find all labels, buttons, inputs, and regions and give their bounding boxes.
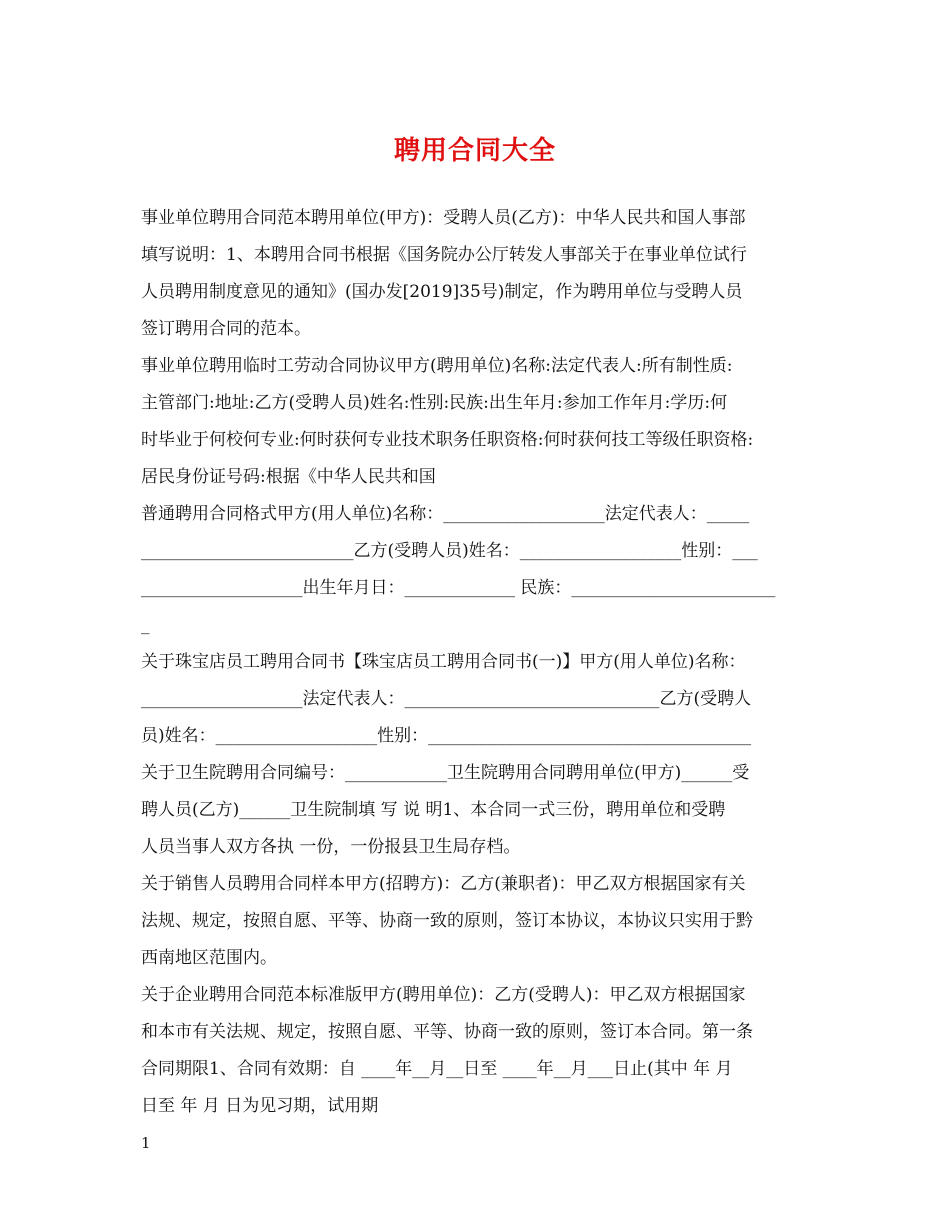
body-line: 主管部门:地址:乙方(受聘人员)姓名:性别:民族:出生年月:参加工作年月:学历:何 xyxy=(141,393,728,413)
body-line: 关于销售人员聘用合同样本甲方(招聘方)：乙方(兼职者)：甲乙双方根据国家有关 xyxy=(141,874,746,894)
body-line: 签订聘用合同的范本。 xyxy=(141,319,311,339)
body-line: 事业单位聘用合同范本聘用单位(甲方)：受聘人员(乙方)：中华人民共和国人事部 xyxy=(141,208,746,228)
body-line: 聘人员(乙方)______卫生院制填 写 说 明1、本合同一式三份，聘用单位和受聘 xyxy=(141,800,726,820)
body-line: 居民身份证号码:根据《中华人民共和国 xyxy=(141,467,436,487)
body-line: 关于企业聘用合同范本标准版甲方(聘用单位)：乙方(受聘人)：甲乙双方根据国家 xyxy=(141,985,746,1005)
body-line: 员)姓名：___________________性别：______________________________________ xyxy=(141,726,752,746)
body-line: 西南地区范围内。 xyxy=(141,948,277,968)
body-line: 和本市有关法规、规定，按照自愿、平等、协商一致的原则，签订本合同。第一条 xyxy=(141,1022,753,1042)
body-line: 关于卫生院聘用合同编号：____________卫生院聘用合同聘用单位(甲方)______受 xyxy=(141,763,750,783)
document-body xyxy=(141,200,813,1125)
body-line: 普通聘用合同格式甲方(用人单位)名称：___________________法定代表人：_____ xyxy=(141,504,750,524)
body-line: ___________________出生年月日：_____________ 民族：________________________ xyxy=(141,578,776,598)
body-line: ___________________法定代表人：______________________________乙方(受聘人 xyxy=(141,689,752,709)
body-line: 人员聘用制度意见的通知》(国办发[2019]35号)制定，作为聘用单位与受聘人员 xyxy=(141,282,743,302)
body-line: _ xyxy=(141,615,150,635)
page-number: 1 xyxy=(141,1134,151,1152)
body-line: 关于珠宝店员工聘用合同书【珠宝店员工聘用合同书(一)】甲方(用人单位)名称： xyxy=(141,652,746,672)
body-line: 人员当事人双方各执 一份，一份报县卫生局存档。 xyxy=(141,837,521,857)
body-line: 填写说明：1、本聘用合同书根据《国务院办公厅转发人事部关于在事业单位试行 xyxy=(141,245,747,265)
body-line: 日至 年 月 日为见习期，试用期 xyxy=(141,1096,379,1116)
body-line: 合同期限1、合同有效期：自 ____年__月__日至 ____年__月___日止(其中 年 月 xyxy=(141,1059,733,1079)
document-title: 聘用合同大全 xyxy=(393,136,556,166)
body-line: _________________________乙方(受聘人员)姓名：___________________性别：___ xyxy=(141,541,758,561)
body-line: 时毕业于何校何专业:何时获何专业技术职务任职资格:何时获何技工等级任职资格: xyxy=(141,430,754,450)
body-line: 事业单位聘用临时工劳动合同协议甲方(聘用单位)名称:法定代表人:所有制性质: xyxy=(141,356,733,376)
body-line: 法规、规定，按照自愿、平等、协商一致的原则，签订本协议，本协议只实用于黔 xyxy=(141,911,753,931)
